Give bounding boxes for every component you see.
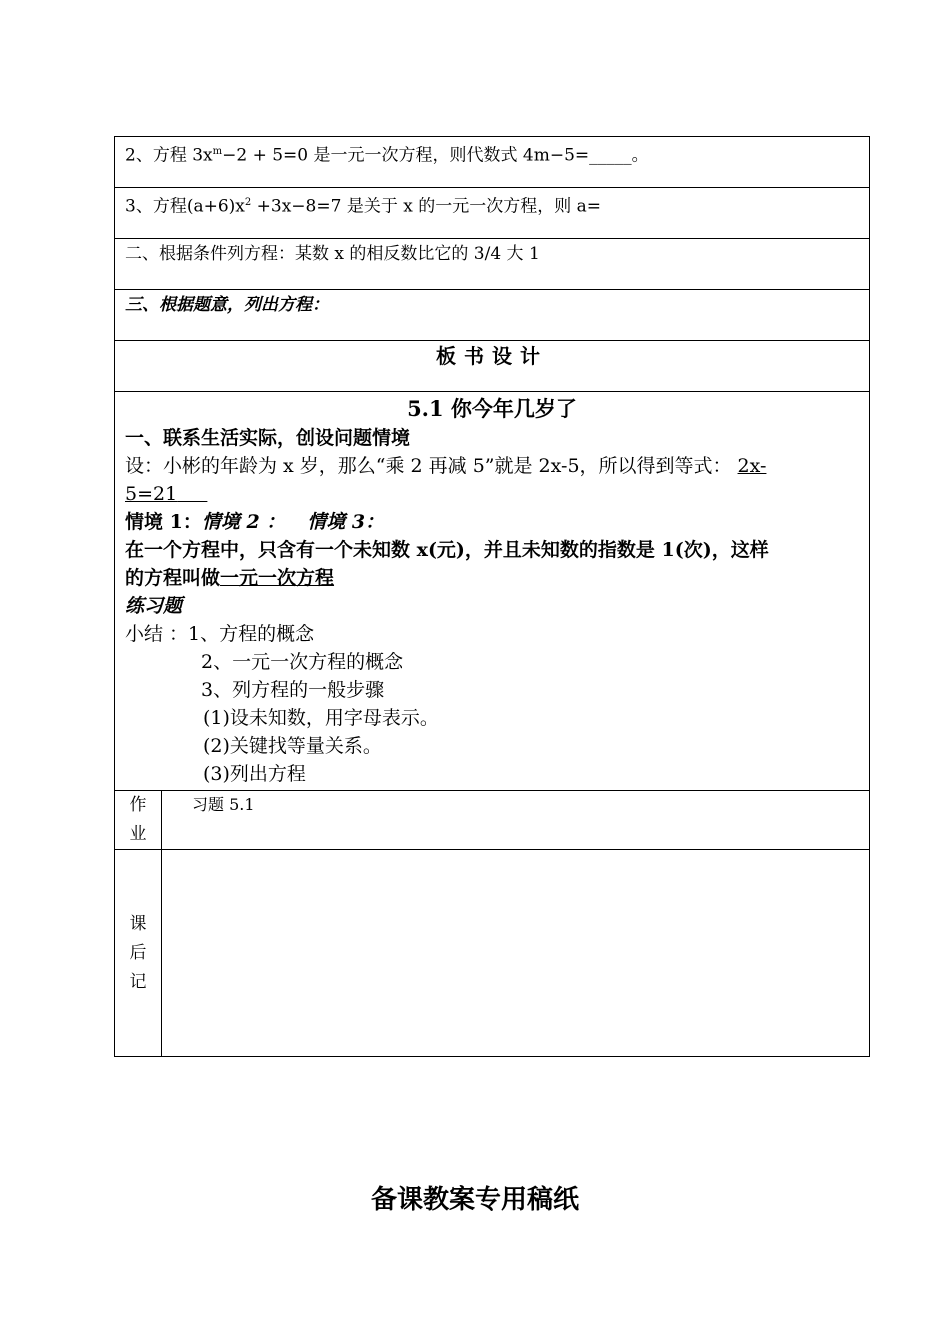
summary-line-5: (2)关键找等量关系。 xyxy=(203,735,382,757)
question-2 xyxy=(115,137,870,188)
homework-row xyxy=(115,791,870,850)
board-heading-1: 一、联系生活实际，创设问题情境 xyxy=(125,427,411,449)
q2-suffix: −2 + 5=0 是一元一次方程，则代数式 4m−5=_____。 xyxy=(222,145,649,166)
summary-label: 小结 ： xyxy=(125,623,189,645)
board-definition: 在一个方程中，只含有一个未知数 x(元)，并且未知数的指数是 1(次)，这样 xyxy=(125,539,769,561)
question-3 xyxy=(115,188,870,239)
q3-exponent: 2 xyxy=(244,197,252,208)
situation-3: 情境 3： xyxy=(307,511,385,533)
board-set-line-2 xyxy=(125,480,859,508)
afterclass-label-a: 课 xyxy=(129,913,147,934)
section-2-row xyxy=(115,239,870,290)
homework-label xyxy=(115,791,162,850)
afterclass-content xyxy=(162,850,870,1057)
definition-term: 一元一次方程 xyxy=(220,567,335,589)
afterclass-row xyxy=(115,850,870,1057)
section-3-row xyxy=(115,290,870,341)
situation-2: 情境 2 ： xyxy=(201,511,286,533)
q2-exponent: m xyxy=(212,146,223,157)
board-header-row xyxy=(115,341,870,392)
set-answer-a: 2x- xyxy=(737,455,767,477)
board-content-row xyxy=(115,392,870,791)
homework-label-a: 作 xyxy=(129,795,147,815)
lesson-table xyxy=(114,136,870,1057)
set-text: 设：小彬的年龄为 x 岁，那么“乘 2 再减 5”就是 2x-5，所以得到等式： xyxy=(125,455,732,477)
summary-item: 1、方程的概念 xyxy=(188,623,315,645)
q3-suffix: +3x−8=7 是关于 x 的一元一次方程，则 a= xyxy=(251,196,602,217)
afterclass-label-b: 后 xyxy=(129,942,147,963)
summary-line-1 xyxy=(125,620,859,648)
board-exercise: 练习题 xyxy=(125,595,183,617)
section-3: 三、根据题意，列出方程： xyxy=(115,290,870,341)
q2-prefix: 2、方程 3x xyxy=(125,145,213,166)
definition-prefix: 的方程叫做 xyxy=(125,567,221,589)
board-definition-2 xyxy=(125,564,859,592)
afterclass-label-c: 记 xyxy=(129,971,147,992)
homework-content: 习题 5.1 xyxy=(162,791,870,850)
question-row-2 xyxy=(115,137,870,188)
question-row-3 xyxy=(115,188,870,239)
afterclass-label xyxy=(115,850,162,1057)
homework-label-b: 业 xyxy=(129,824,147,844)
footer-title: 备课教案专用稿纸 xyxy=(370,1185,579,1215)
summary-line-6: (3)列出方程 xyxy=(203,763,306,785)
board-content xyxy=(115,392,870,791)
situation-1: 情境 1： xyxy=(125,511,202,533)
board-design-header: 板书设计 xyxy=(115,341,870,392)
board-set-line xyxy=(125,452,859,480)
q3-prefix: 3、方程(a+6)x xyxy=(125,196,245,217)
board-situations xyxy=(125,508,859,536)
summary-line-3: 3、列方程的一般步骤 xyxy=(201,679,385,701)
board-title: 5.1 你今年几岁了 xyxy=(407,396,577,421)
set-answer-b: 5=21 xyxy=(125,483,178,505)
summary-line-2: 2、一元一次方程的概念 xyxy=(201,651,404,673)
section-2: 二、根据条件列方程：某数 x 的相反数比它的 3/4 大 1 xyxy=(115,239,870,290)
summary-line-4: (1)设未知数，用字母表示。 xyxy=(203,707,439,729)
